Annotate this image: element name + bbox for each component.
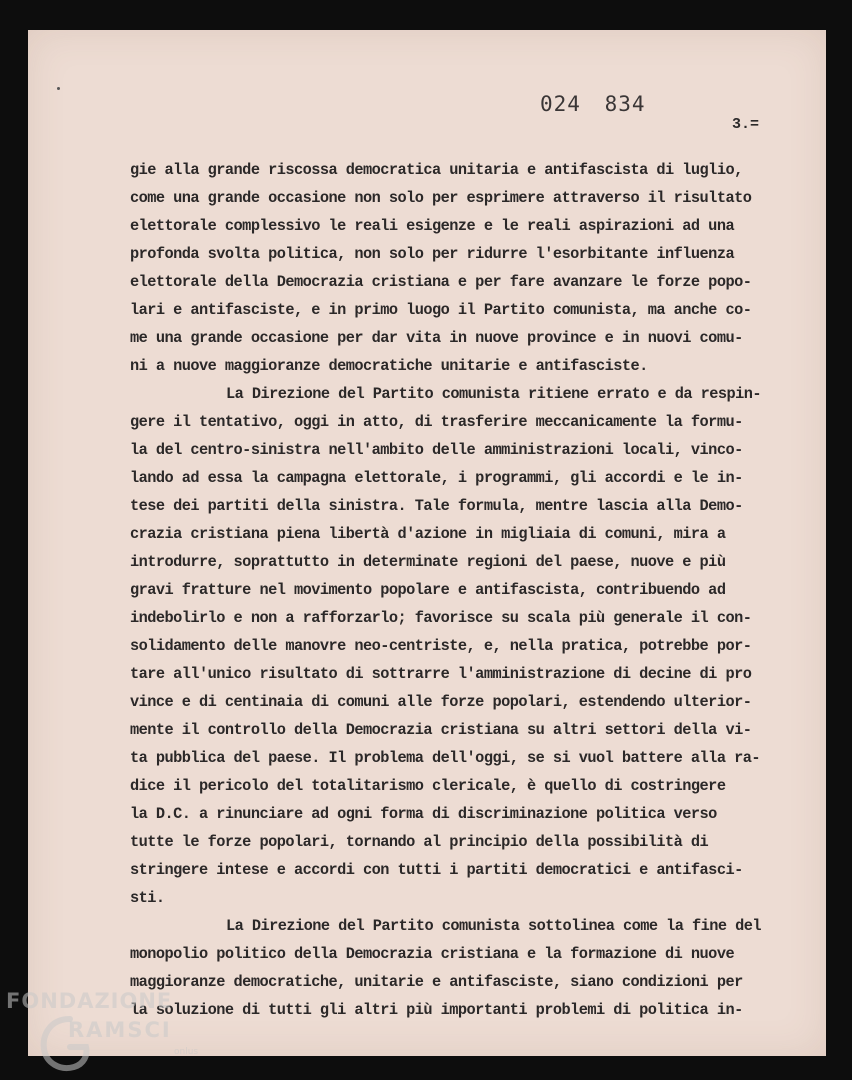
- text-line: introdurre, soprattutto in determinate regioni del paese, nuove e più: [130, 553, 726, 571]
- paragraph-start-line: La Direzione del Partito comunista sottolinea come la fine del: [226, 917, 762, 935]
- text-line: mente il controllo della Democrazia cristiana su altri settori della vi-: [130, 721, 752, 739]
- text-line: crazia cristiana piena libertà d'azione in migliaia di comuni, mira a: [130, 525, 726, 543]
- text-line: tese dei partiti della sinistra. Tale formula, mentre lascia alla Demo-: [130, 497, 743, 515]
- text-line: vince e di centinaia di comuni alle forze popolari, estendendo ulterior-: [130, 693, 752, 711]
- text-line: la soluzione di tutti gli altri più importanti problemi di politica in-: [130, 1001, 743, 1019]
- text-line: gere il tentativo, oggi in atto, di trasferire meccanicamente la formu-: [130, 413, 743, 431]
- text-line: lando ad essa la campagna elettorale, i programmi, gli accordi e le in-: [130, 469, 743, 487]
- text-line: la D.C. a rinunciare ad ogni forma di discriminazione politica verso: [130, 805, 717, 823]
- text-line: ni a nuove maggioranze democratiche unitarie e antifasciste.: [130, 357, 648, 375]
- text-line: sti.: [130, 889, 165, 907]
- text-line: monopolio politico della Democrazia cristiana e la formazione di nuove: [130, 945, 735, 963]
- watermark-onlus: onlus: [174, 1047, 199, 1057]
- text-line: la del centro-sinistra nell'ambito delle amministrazioni locali, vinco-: [130, 441, 743, 459]
- text-line: tutte le forze popolari, tornando al principio della possibilità di: [130, 833, 709, 851]
- archive-number: 024 834: [540, 92, 646, 116]
- text-line: dice il pericolo del totalitarismo clericale, è quello di costringere: [130, 777, 726, 795]
- text-line: tare all'unico risultato di sottrarre l'amministrazione di decine di pro: [130, 665, 752, 683]
- text-line: profonda svolta politica, non solo per ridurre l'esorbitante influenza: [130, 245, 735, 263]
- text-line: maggioranze democratiche, unitarie e antifasciste, siano condizioni per: [130, 973, 743, 991]
- watermark-line-1: FONDAZIONE: [6, 989, 173, 1013]
- text-line: gravi fratture nel movimento popolare e antifascista, contribuendo ad: [130, 581, 726, 599]
- text-line: elettorale della Democrazia cristiana e per fare avanzare le forze popo-: [130, 273, 752, 291]
- text-line: lari e antifasciste, e in primo luogo il Partito comunista, ma anche co-: [130, 301, 752, 319]
- text-line: ta pubblica del paese. Il problema dell'oggi, se si vuol battere alla ra-: [130, 749, 760, 767]
- text-line: indebolirlo e non a rafforzarlo; favorisce su scala più generale il con-: [130, 609, 752, 627]
- paper-speck: [57, 87, 60, 90]
- text-line: elettorale complessivo le reali esigenze e le reali aspirazioni ad una: [130, 217, 735, 235]
- page-number: 3.=: [732, 116, 760, 133]
- text-line: come una grande occasione non solo per esprimere attraverso il risultato: [130, 189, 752, 207]
- text-line: gie alla grande riscossa democratica unitaria e antifascista di luglio,: [130, 161, 743, 179]
- text-line: stringere intese e accordi con tutti i partiti democratici e antifasci-: [130, 861, 743, 879]
- watermark-line-2: RAMSCI: [68, 1018, 172, 1042]
- text-line: solidamento delle manovre neo-centriste, e, nella pratica, potrebbe por-: [130, 637, 752, 655]
- text-line: me una grande occasione per dar vita in nuove province e in nuovi comu-: [130, 329, 743, 347]
- paragraph-start-line: La Direzione del Partito comunista ritiene errato e da respin-: [226, 385, 762, 403]
